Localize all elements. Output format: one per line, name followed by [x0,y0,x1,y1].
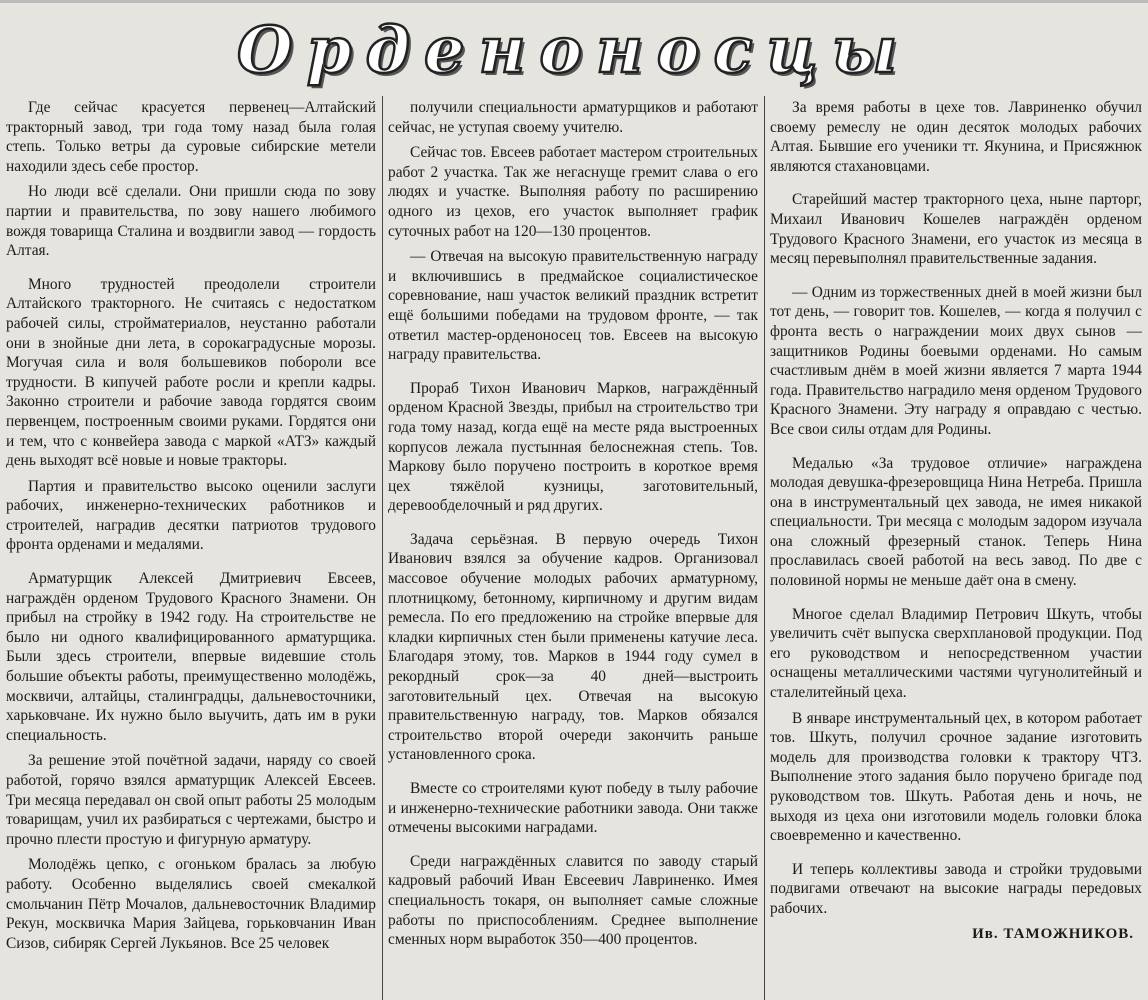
article-column-1 [6,98,376,998]
paragraph: Медалью «За трудовое отличие» награждена молодая девушка-фрезеровщица Нина Нетреба. Пришла она в инструментальный цех завода, не имея никакой специальности. Три месяца с молодым задором изучала она сложный фрезерный станок. Теперь Нина прославилась своей работой на весь завод. По две с половиной нормы не меньше даёт она в смену. [770,454,1142,590]
paragraph: Задача серьёзная. В первую очередь Тихон Иванович взялся за обучение кадров. Организовал массовое обучение молодых рабочих арматурному, плотницкому, бетонному, кирпичному и другим видам ремесла. По его предложению на стройке впервые для кладки кирпичных стен были применены катучие леса. Благодаря этому, тов. Марков в 1944 году сумел в рекордный срок—за 40 дней—выстроить заготовительный цех. Отвечая на высокую правительственную награду, тов. Марков обязался строительство второй очереди закончить раньше установленного срока. [388,530,758,764]
column-divider-1 [382,96,383,1000]
paragraph: За решение этой почётной задачи, наряду со своей работой, горячо взялся арматурщик Алексей Евсеев. Три месяца передавал он свой опыт работы 25 молодым товарищам, учил их разбираться с чертежами, быстро и прочно плести простую и фигурную арматуру. [6,752,376,848]
paragraph: Много трудностей преодолели строители Алтайского тракторного. Не считаясь с недостатком рабочей силы, стройматериалов, неустанно работали они в знойные дни лета, в сорокаградусные морозы. Могучая сила и воля большевиков побороли все трудности. В кипучей работе росли и крепли кадры. Законно строители и рабочие завода гордятся своим первенцем, построенным своими руками. Гордятся они и тем, что с конвейера завода с маркой «АТЗ» каждый день выходят всё новые и новые тракторы. [6,275,376,470]
top-rule [0,0,1148,3]
paragraph: — Отвечая на высокую правительственную награду и включившись в предмайское социалистическое соревнование, наш участок великий праздник встретит ещё большими победами на трудовом фронте, — так ответил мастер-орденоносец тов. Евсеев на высокую награду правительства. [388,248,758,364]
paragraph: Сейчас тов. Евсеев работает мастером строительных работ 2 участка. Так же негаснуще гремит слава о его людях и участке. Выполняя работу по расширению одного из цехов, его участок выполняет график суточных работ на 120—130 процентов. [388,144,758,240]
paragraph: Партия и правительство высоко оценили заслуги рабочих, инженерно-технических работников и строителей, наградив десятки патриотов трудового фронта орденами и медалями. [6,477,376,554]
paragraph: Арматурщик Алексей Дмитриевич Евсеев, награждён орденом Трудового Красного Знамени. Он прибыл на стройку в 1942 году. На строительстве не было ни одного квалифицированного арматурщика. Были здесь строители, впервые видевшие столь большие объекты работы, преимущественно молодёжь, москвичи, алтайцы, сталинградцы, дальневосточники, харьковчане. Их нужно было выучить, дать им в руки специальность. [6,570,376,744]
column-divider-2 [764,96,765,1000]
paragraph: И теперь коллективы завода и стройки трудовыми подвигами отвечают на высокие награды передовых рабочих. [770,860,1142,917]
paragraph: Молодёжь цепко, с огоньком бралась за любую работу. Особенно выделялись своей смекалкой смольчанин Пётр Мочалов, дальневосточник Владимир Рекун, москвичка Мария Зайцева, горьковчанин Иван Сизов, сибиряк Сергей Лукьянов. Все 25 человек [6,856,376,952]
paragraph: Среди награждённых славится по заводу старый кадровый рабочий Иван Евсеевич Лавриненко. Имея специальность токаря, он выполняет самые сложные работы по приспособлениям. Среднее выполнение сменных норм выработок 350—400 процентов. [388,852,758,949]
paragraph: Прораб Тихон Иванович Марков, награждённый орденом Красной Звезды, прибыл на строительство три года тому назад, когда ещё на месте ряда выстроенных корпусов лежала пустынная белоснежная степь. Тов. Маркову было поручено построить в короткое время цех тяжёлой кузницы, заготовительный, деревообделочный и ряд других. [388,379,758,515]
article-column-3 [770,98,1142,998]
paragraph: — Одним из торжественных дней в моей жизни был тот день, — говорит тов. Кошелев, — когда я получил с фронта весть о награждении моих двух сынов — защитников Родины боевыми орденами. Но самым счастливым днём в моей жизни является 7 марта 1944 года. Правительство наградило меня орденом Трудового Красного Знамени. Эту награду я оправдаю с честью. Все свои силы отдам для Родины. [770,283,1142,438]
paragraph: Где сейчас красуется первенец—Алтайский тракторный завод, три года тому назад была голая степь. Только ветры да суровые сибирские метели находили здесь себе простор. [6,99,376,175]
paragraph: Но люди всё сделали. Они пришли сюда по зову партии и правительства, по зову нашего любимого вождя товарища Сталина и воздвигли завод — гордость Алтая. [6,183,376,260]
author-signature: Ив. ТАМОЖНИКОВ. [972,925,1134,942]
paragraph: получили специальности арматурщиков и работают сейчас, не уступая своему учителю. [388,99,758,136]
paragraph: Старейший мастер тракторного цеха, ныне парторг, Михаил Иванович Кошелев награждён орденом Трудового Красного Знамени, его участок из месяца в месяц перевыполнял правительственные задания. [770,191,1142,268]
headline: Орденоносцы [237,13,911,88]
paragraph: За время работы в цехе тов. Лавриненко обучил своему ремеслу не один десяток молодых рабочих Алтая. Бывшие его ученики тт. Якунина, и Присяжнюк являются стахановцами. [770,99,1142,175]
paragraph: Многое сделал Владимир Петрович Шкуть, чтобы увеличить счёт выпуска сверхплановой продукции. Под его руководством и непосредственном участии оснащены металлическими частями чугунолитейный и сталелитейный цеха. [770,605,1142,702]
paragraph: В январе инструментальный цех, в котором работает тов. Шкуть, получил срочное задание изготовить модель для производства головки к трактору ЧТЗ. Выполнение этого задания было поручено бригаде под руководством тов. Шкуть. Работая день и ночь, не выходя из цеха они изготовили модель головки блока своевременно и качественно. [770,709,1142,845]
paragraph: Вместе со строителями куют победу в тылу рабочие и инженерно-технические работники завода. Они также отмечены высокими наградами. [388,780,758,837]
article-column-2 [388,98,758,998]
